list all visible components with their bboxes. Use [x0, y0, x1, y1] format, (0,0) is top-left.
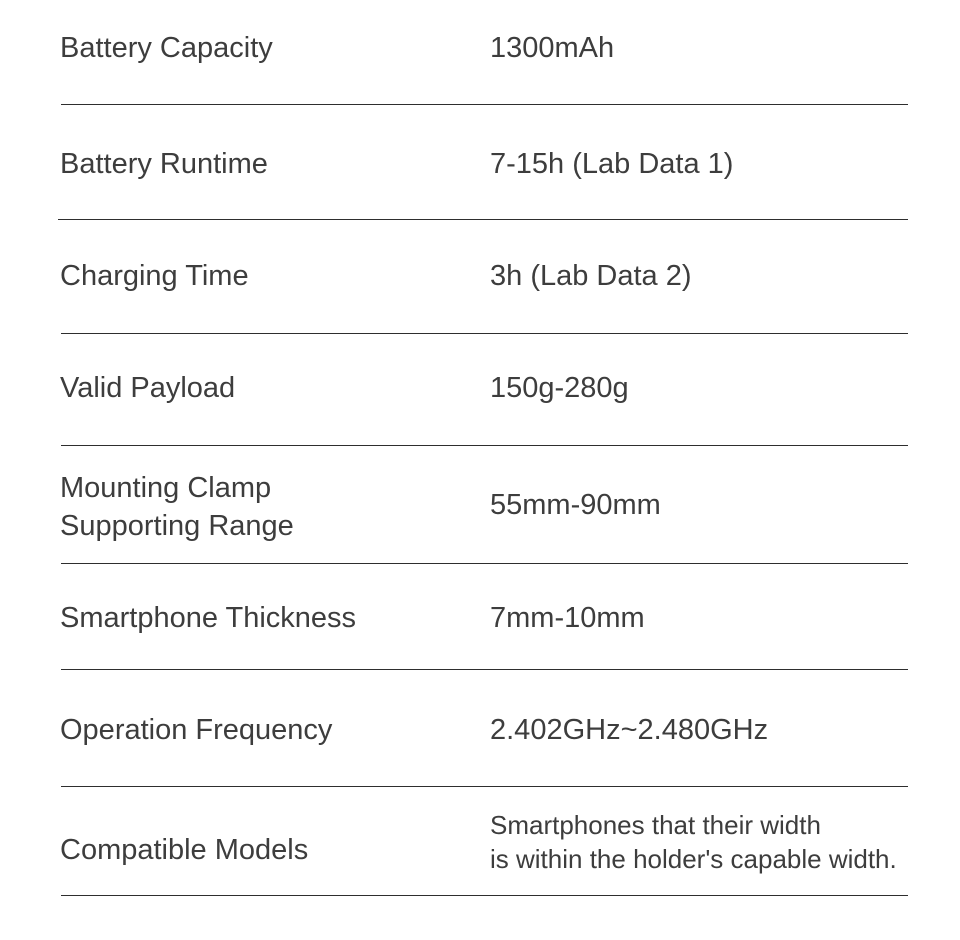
spec-label: Smartphone Thickness [60, 602, 357, 634]
spec-value: 3h (Lab Data 2) [490, 260, 692, 292]
spec-row-mounting-clamp [0, 445, 960, 563]
spec-label: Mounting Clamp Supporting Range [60, 472, 294, 542]
spec-row-compatible-models [0, 786, 960, 895]
spec-value: Smartphones that their width is within the holder's capable width. [490, 810, 897, 874]
spec-label: Battery Capacity [60, 32, 273, 64]
spec-value: 55mm-90mm [490, 489, 661, 521]
spec-value: 7-15h (Lab Data 1) [490, 148, 734, 180]
spec-label: Operation Frequency [60, 714, 333, 746]
spec-row-battery-capacity [0, 0, 960, 104]
spec-row-charging-time [0, 219, 960, 333]
spec-row-operation-frequency [0, 669, 960, 786]
spec-label: Compatible Models [60, 834, 309, 866]
spec-value: 2.402GHz~2.480GHz [490, 714, 769, 746]
spec-value: 1300mAh [490, 32, 615, 64]
spec-label: Valid Payload [60, 372, 236, 404]
spec-row-valid-payload [0, 333, 960, 445]
spec-value: 150g-280g [490, 372, 629, 404]
row-divider [61, 895, 908, 896]
spec-label: Charging Time [60, 260, 249, 292]
spec-value: 7mm-10mm [490, 602, 645, 634]
spec-row-smartphone-thickness [0, 563, 960, 669]
spec-row-battery-runtime [0, 104, 960, 219]
spec-label: Battery Runtime [60, 148, 268, 180]
